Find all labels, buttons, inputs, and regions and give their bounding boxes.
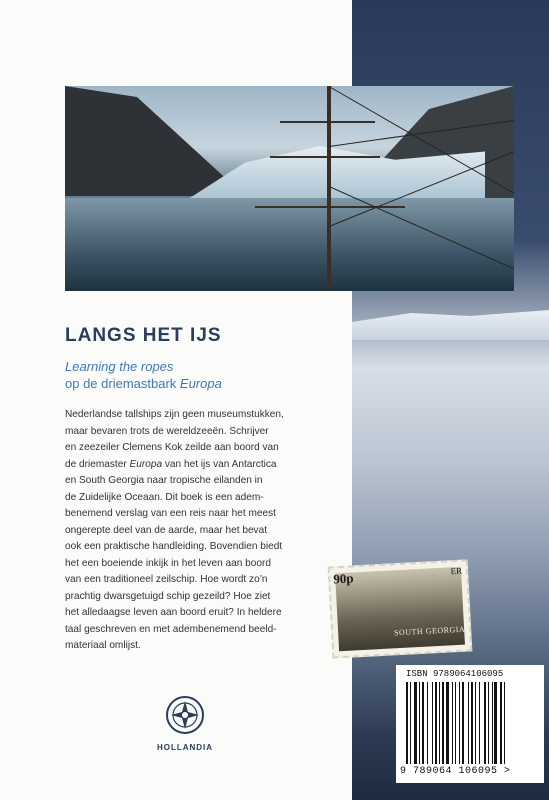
blurb-text (65, 407, 355, 655)
barcode-bar (419, 682, 420, 764)
compass-logo-icon (165, 695, 205, 735)
blurb-line: prachtig dwarsgetuigd schip gezeild? Hoe ziet (65, 590, 271, 602)
barcode-bar (494, 682, 497, 764)
barcode-bar (432, 682, 433, 764)
barcode-bar (471, 682, 473, 764)
barcode-bar (406, 682, 408, 764)
blurb-line-after: van het ijs van Antarctica (162, 458, 277, 470)
barcode-bars (406, 682, 534, 764)
barcode-bar (479, 682, 480, 764)
blurb-line: maar bevaren trots de wereldzeeën. Schrijver (65, 425, 269, 437)
stamp-cipher: ER (450, 565, 463, 577)
barcode-bar (468, 682, 469, 764)
blurb-line: benemend verslag van een reis naar het meest (65, 508, 276, 519)
subtitle-ship-name: Europa (179, 376, 222, 391)
barcode-bar (500, 682, 502, 764)
stamp-value: 90p (332, 570, 354, 587)
book-title: LANGS HET IJS (65, 325, 222, 346)
barcode-bar (452, 682, 453, 764)
blurb-line: materiaal omlijst. (65, 640, 141, 651)
subtitle-prefix: op de driemastbark (65, 376, 180, 391)
barcode-bar (475, 682, 476, 764)
ship-mast-photo (65, 86, 514, 291)
postage-stamp (328, 559, 473, 658)
blurb-line: ongerepte deel van de aarde, maar het bevat (65, 524, 268, 536)
barcode-bar (459, 682, 460, 764)
barcode-bar (442, 682, 444, 764)
stamp-photo (332, 567, 465, 651)
barcode-bar (439, 682, 440, 764)
blurb-line (65, 457, 355, 474)
barcode-bar (435, 682, 437, 764)
blurb-line-before: de driemaster (65, 458, 130, 470)
barcode-bar (455, 682, 456, 764)
blurb-line: van een traditioneel zeilschip. Hoe wordt zo’n (65, 574, 268, 585)
isbn-barcode (396, 665, 544, 783)
blurb-line: en South Georgia naar tropische eilanden in (65, 475, 263, 486)
barcode-bar (504, 682, 505, 764)
blurb-line: Nederlandse tallships zijn geen museumstukken, (65, 409, 284, 420)
blurb-line: taal geschreven en met adembenemend beeld- (65, 623, 277, 635)
blurb-line: ook een praktische handleiding. Bovendien biedt (65, 541, 283, 552)
stamp-country: SOUTH GEORGIA (393, 624, 466, 638)
blurb-line: de Zuidelijke Oceaan. Dit boek is een adem- (65, 491, 264, 503)
barcode-digits: 9 789064 106095 > (400, 766, 511, 777)
barcode-bar (446, 682, 449, 764)
blurb-line: het alledaagse leven aan boord eruit? In heldere (65, 607, 282, 618)
subtitle-line-1: Learning the ropes (65, 359, 174, 374)
barcode-bar (427, 682, 428, 764)
blurb-line: en zeezeiler Clemens Kok zeilde aan boord van (65, 442, 279, 453)
blurb-ship-name: Europa (129, 458, 163, 470)
barcode-bar (422, 682, 424, 764)
subtitle-line-2 (65, 376, 222, 391)
barcode-bar (410, 682, 411, 764)
barcode-bar (462, 682, 464, 764)
barcode-bar (488, 682, 489, 764)
publisher-name: HOLLANDIA (156, 743, 214, 752)
blurb-line: het een boeiende inkijk in het leven aan boord (65, 557, 271, 569)
barcode-bar (492, 682, 493, 764)
barcode-bar (414, 682, 417, 764)
isbn-label: ISBN 9789064106095 (406, 669, 504, 679)
barcode-bar (484, 682, 486, 764)
